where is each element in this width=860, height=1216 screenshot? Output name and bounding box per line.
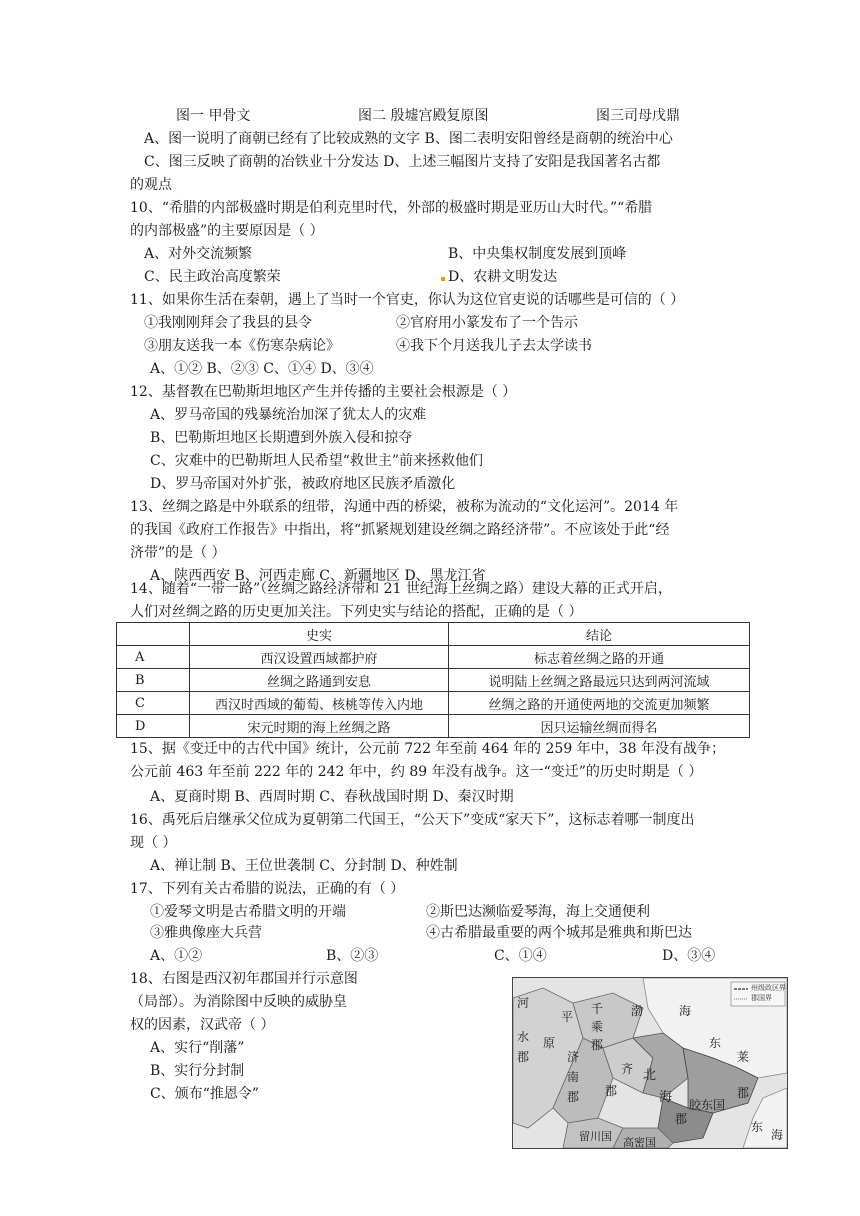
table-header-row — [117, 623, 750, 646]
q11-options: A、①② B、②③ C、①④ D、③④ — [150, 361, 374, 377]
q11-item-2: ②官府用小篆发布了一个告示 — [396, 315, 578, 331]
map-label: 郡 — [567, 1090, 580, 1104]
q16-stem-2: 现（ ） — [130, 835, 177, 851]
map-label: 北 — [643, 1068, 657, 1083]
table-cell: 标志着丝绸之路的开通 — [449, 646, 750, 669]
table-row — [117, 715, 750, 738]
map-label: 济 — [567, 1050, 580, 1064]
q12-option-a: A、罗马帝国的残暴统治加深了犹太人的灾难 — [150, 407, 427, 423]
q9-option-ab: A、图一说明了商朝已经有了比较成熟的文字 B、图二表明安阳曾经是商朝的统治中心 — [144, 131, 673, 147]
q9-option-d-cont: 的观点 — [130, 177, 172, 193]
table-cell: 因只运输丝绸而得名 — [449, 715, 750, 738]
q12-option-c: C、灾难中的巴勒斯坦人民希望“救世主”前来拯救他们 — [150, 453, 484, 469]
map-label: 郡 — [605, 1084, 618, 1098]
q18-stem-2: （局部）。为消除图中反映的威胁皇 — [130, 994, 347, 1010]
q11-item-1: ①我刚刚拜会了我县的县令 — [144, 315, 312, 331]
table-cell: 丝绸之路通到安息 — [190, 669, 449, 692]
q17-item-4: ④古希腊最重要的两个城邦是雅典和斯巴达 — [426, 925, 692, 941]
q17-option-d: D、③④ — [662, 948, 716, 964]
table-cell: D — [117, 715, 190, 738]
map-label: 东 — [751, 1120, 764, 1134]
table-cell: 宋元时期的海上丝绸之路 — [190, 715, 449, 738]
map-label: 海 — [771, 1128, 784, 1142]
q17-item-1: ①爱琴文明是古希腊文明的开端 — [150, 904, 346, 920]
map-label: 渤 — [631, 1004, 644, 1018]
q17-option-c: C、①④ — [494, 948, 547, 964]
q17-stem: 17、下列有关古希腊的说法，正确的有（ ） — [130, 881, 405, 897]
table-row — [117, 692, 750, 715]
q16-stem-1: 16、禹死后启继承父位成为夏朝第二代国王，“公天下”变成“家天下”，这标志着哪一制度出 — [130, 812, 695, 828]
q11-item-4: ④我下个月送我儿子去太学读书 — [396, 338, 592, 354]
table-cell: B — [117, 669, 190, 692]
map-label: 原 — [543, 1036, 556, 1050]
q13-stem-3: 济带”的是（ ） — [130, 545, 226, 561]
q18-option-a: A、实行“削藩” — [150, 1040, 245, 1056]
table-header: 结论 — [449, 623, 750, 646]
table-header — [117, 623, 190, 646]
table-cell: A — [117, 646, 190, 669]
q10-option-a: A、对外交流频繁 — [144, 246, 253, 262]
map-label: 留川国 — [579, 1130, 612, 1143]
map-legend-commandery: 郡国界 — [751, 994, 772, 1002]
q13-options: A、陕西西安 B、河西走廊 C、新疆地区 D、黑龙江省 — [150, 568, 486, 584]
map-label: 河 — [517, 996, 530, 1010]
table-cell: 说明陆上丝绸之路最远只达到两河流域 — [449, 669, 750, 692]
caption-figure-2: 图二 殷墟宫殿复原图 — [358, 108, 489, 124]
q14-table — [116, 622, 750, 738]
q18-stem-3: 权的因素，汉武帝（ ） — [130, 1017, 275, 1033]
map-label: 胶东国 — [689, 1098, 726, 1112]
q10-option-c: C、民主政治高度繁荣 — [144, 269, 281, 285]
q12-stem: 12、基督教在巴勒斯坦地区产生并传播的主要社会根源是（ ） — [130, 384, 517, 400]
q12-option-d: D、罗马帝国对外扩张，被政府地区民族矛盾激化 — [150, 476, 456, 492]
q15-stem-2: 公元前 463 年至前 222 年的 242 年中，约 89 年没有战争。这一“变迁”的历史时期是（ ） — [130, 764, 703, 780]
map-label: 郡 — [591, 1038, 604, 1052]
han-commanderies-map — [512, 977, 788, 1149]
map-label: 水 — [517, 1030, 530, 1044]
q17-item-3: ③雅典像座大兵营 — [150, 925, 262, 941]
q15-stem-1: 15、据《变迁中的古代中国》统计，公元前 722 年至前 464 年的 259 年中，38 年没有战争； — [130, 741, 725, 757]
map-label: 乘 — [591, 1020, 604, 1034]
q9-option-cd: C、图三反映了商朝的冶铁业十分发达 D、上述三幅图片支持了安阳是我国著名古都 — [144, 154, 661, 170]
q17-item-2: ②斯巴达濒临爱琴海，海上交通便利 — [426, 904, 650, 920]
q14-stem-2: 人们对丝绸之路的历史更加关注。下列史实与结论的搭配，正确的是（ ） — [130, 604, 583, 620]
q11-item-3: ③朋友送我一本《伤寒杂病论》 — [144, 338, 340, 354]
q15-options: A、夏商时期 B、西周时期 C、春秋战国时期 D、秦汉时期 — [150, 789, 514, 805]
q17-option-b: B、②③ — [326, 948, 379, 964]
table-cell: C — [117, 692, 190, 715]
map-label: 高密国 — [623, 1136, 656, 1149]
map-label: 郡 — [517, 1050, 530, 1064]
table-cell: 丝绸之路的开通使两地的交流更加频繁 — [449, 692, 750, 715]
table-header: 史实 — [190, 623, 449, 646]
q13-stem-2: 的我国《政府工作报告》中指出，将“抓紧规划建设丝绸之路经济带”。不应该处于此“经 — [130, 522, 670, 538]
map-label: 海 — [659, 1090, 673, 1105]
table-cell: 西汉时西域的葡萄、核桃等传入内地 — [190, 692, 449, 715]
map-label: 南 — [567, 1070, 580, 1084]
map-label: 千 — [591, 1002, 604, 1016]
table-row — [117, 646, 750, 669]
q10-option-b: B、中央集权制度发展到顶峰 — [448, 246, 627, 262]
speck-mark — [441, 277, 445, 281]
map-label: 平 — [561, 1010, 574, 1024]
map-label: 莱 — [737, 1050, 750, 1064]
q18-option-c: C、颁布“推恩令” — [150, 1086, 260, 1102]
caption-figure-3: 图三司母戊鼎 — [596, 108, 680, 124]
q10-option-d: D、农耕文明发达 — [448, 269, 558, 285]
q18-stem-1: 18、右图是西汉初年郡国并行示意图 — [130, 971, 358, 987]
map-label: 海 — [679, 1004, 692, 1018]
map-label: 郡 — [675, 1112, 688, 1126]
q10-stem-2: 的内部极盛”的主要原因是（ ） — [130, 223, 324, 239]
q13-stem-1: 13、丝绸之路是中外联系的纽带，沟通中西的桥梁，被称为流动的“文化运河”。2014 年 — [130, 499, 679, 515]
q14-stem-1: 14、随着“一带一路”（丝绸之路经济带和 21 世纪海上丝绸之路）建设大幕的正式开启， — [130, 581, 672, 597]
table-cell: 西汉设置西域都护府 — [190, 646, 449, 669]
q11-stem: 11、如果你生活在秦朝，遇上了当时一个官吏，你认为这位官吏说的话哪些是可信的（ ） — [130, 292, 685, 308]
q12-option-b: B、巴勒斯坦地区长期遭到外族入侵和掠夺 — [150, 430, 413, 446]
map-label: 东 — [709, 1036, 722, 1050]
q16-options: A、禅让制 B、王位世袭制 C、分封制 D、种姓制 — [150, 858, 458, 874]
q18-option-b: B、实行分封制 — [150, 1063, 245, 1079]
map-label: 齐 — [621, 1062, 634, 1076]
q10-stem-1: 10、“希腊的内部极盛时期是伯利克里时代，外部的极盛时期是亚历山大时代。”“希腊 — [130, 200, 653, 216]
q17-option-a: A、①② — [150, 948, 203, 964]
table-row — [117, 669, 750, 692]
map-label: 郡 — [737, 1086, 750, 1100]
caption-figure-1: 图一 甲骨文 — [176, 108, 251, 124]
map-legend-province: 州级政区界 — [751, 984, 786, 992]
